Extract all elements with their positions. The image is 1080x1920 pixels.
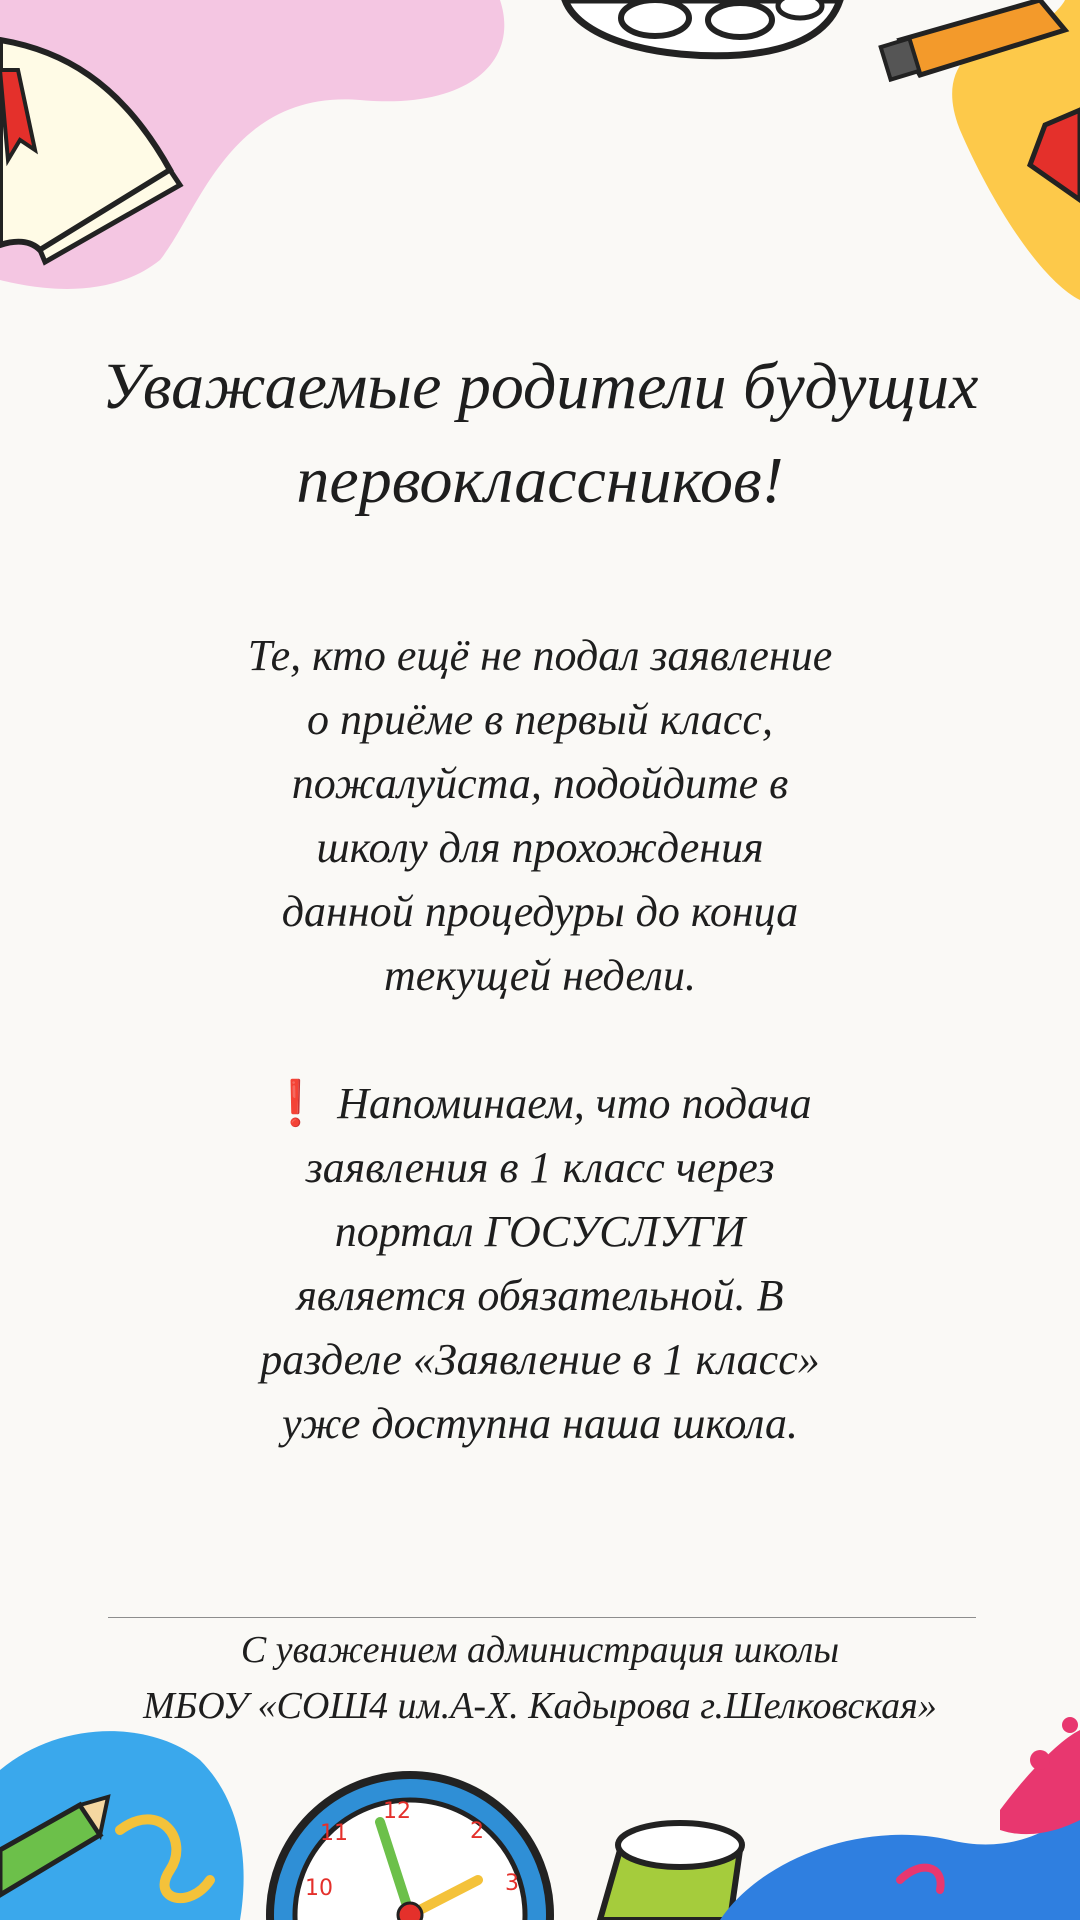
notice-line: заявления в 1 класс через: [305, 1143, 775, 1192]
signature: [40, 1622, 1040, 1734]
page-title-line: первоклассников!: [296, 444, 784, 517]
notice-line: Те, кто ещё не подал заявление: [247, 631, 833, 680]
alarm-clock-icon: [270, 1775, 550, 1920]
notice-line: Напоминаем, что подача: [337, 1079, 812, 1128]
notice-line: уже доступна наша школа.: [282, 1399, 798, 1448]
school-name: МБОУ «СОШ4 им.А-Х. Кадырова г.Шелковская»: [143, 1685, 937, 1727]
notice-line: данной процедуры до конца: [281, 887, 799, 936]
notice-text: [140, 624, 940, 1456]
paint-palette-icon: [565, 0, 840, 56]
svg-text:10: 10: [305, 1876, 333, 1901]
notice-line: о приёме в первый класс,: [307, 695, 773, 744]
notice-line: пожалуйста, подойдите в: [291, 759, 789, 808]
notice-line: разделе «Заявление в 1 класс»: [260, 1335, 820, 1384]
svg-text:2: 2: [470, 1819, 484, 1844]
page-title-line: Уважаемые родители будущих: [101, 350, 979, 423]
svg-text:11: 11: [320, 1821, 348, 1846]
notice-line: портал ГОСУСЛУГИ: [334, 1207, 746, 1256]
notice-line: является обязательной. В: [296, 1271, 784, 1320]
svg-text:12: 12: [383, 1799, 411, 1824]
reminder-first-line: [140, 1072, 940, 1136]
paint-cup-icon: [600, 1823, 742, 1920]
notice-line: текущей недели.: [384, 951, 696, 1000]
divider: [108, 1617, 976, 1618]
notice-line: школу для прохождения: [316, 823, 764, 872]
signature-line: С уважением администрация школы: [240, 1629, 840, 1671]
page-title: [40, 340, 1040, 528]
exclamation-icon: ❗: [268, 1079, 324, 1128]
svg-text:3: 3: [505, 1871, 519, 1896]
